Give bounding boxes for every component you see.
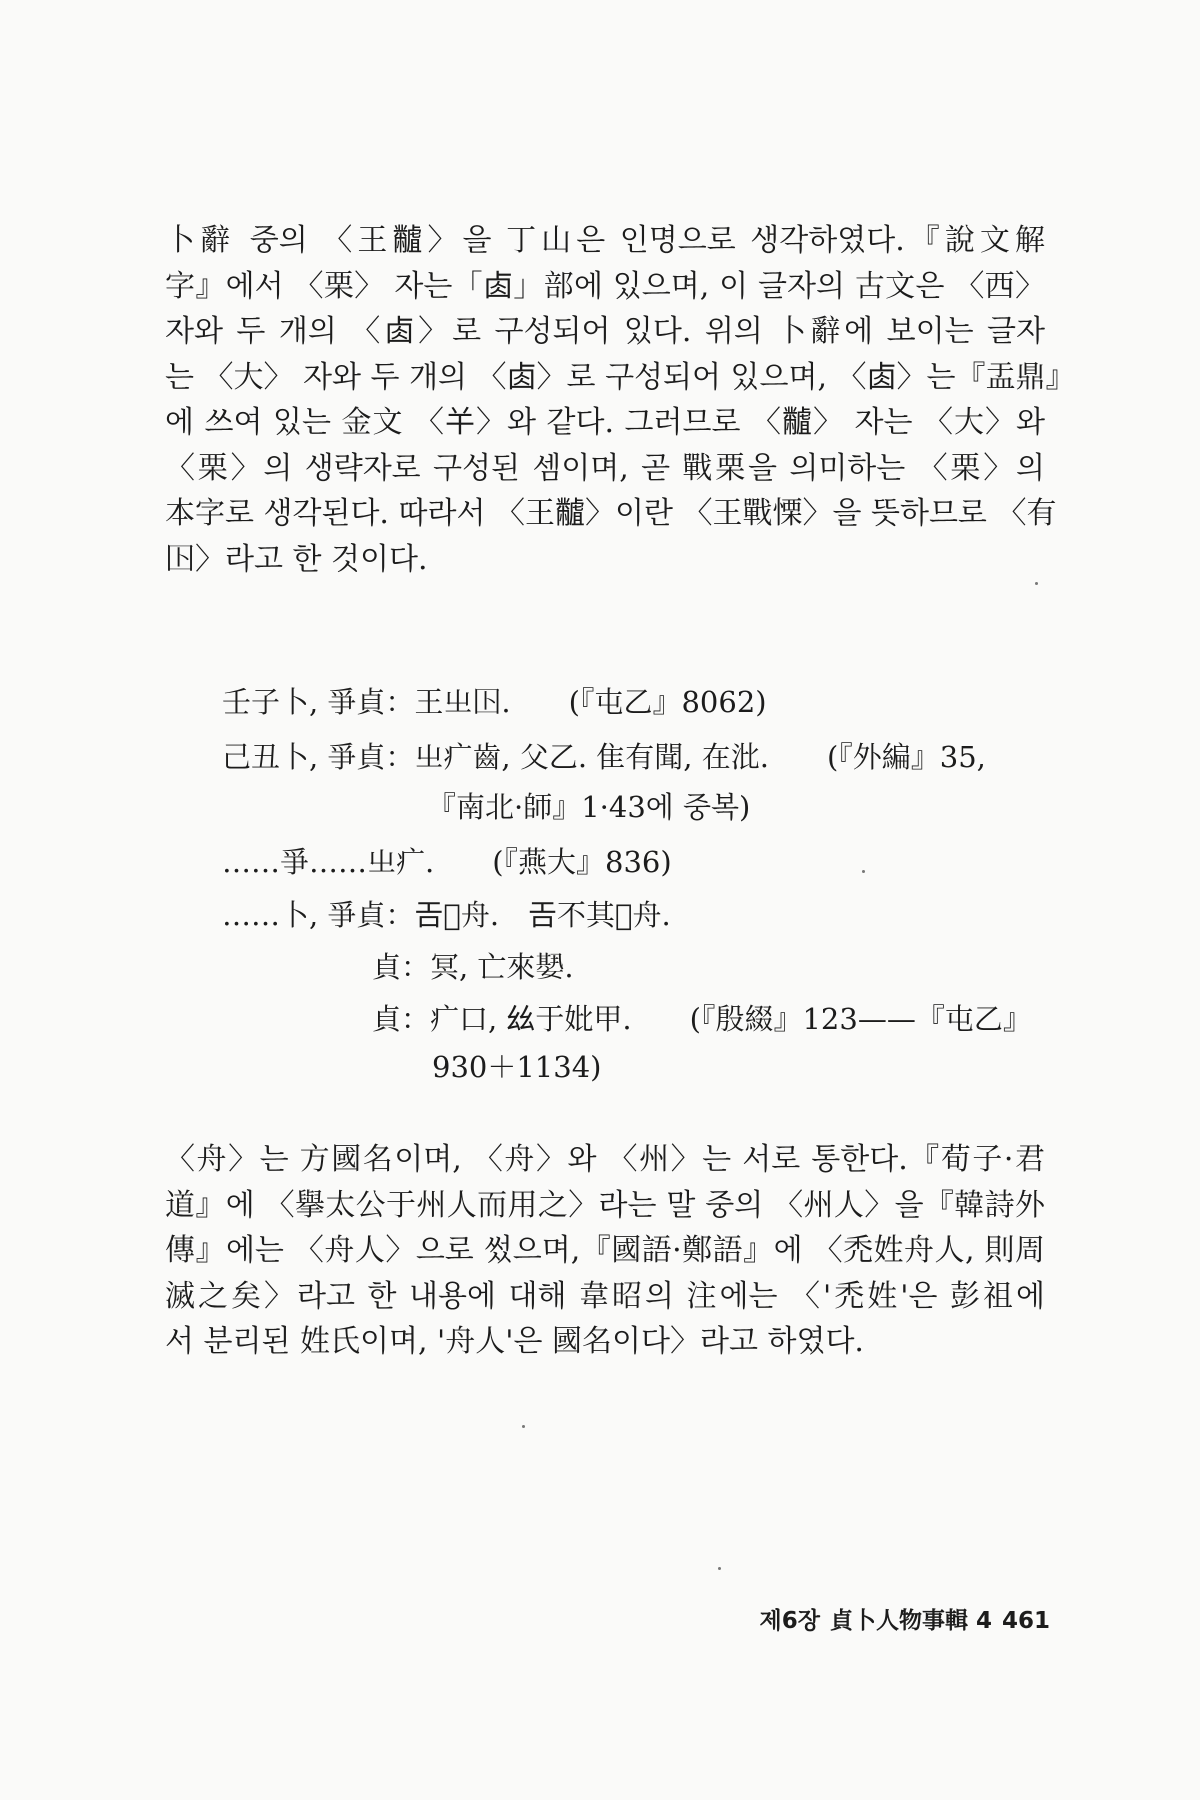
text-line: 𡆥〉라고 한 것이다.: [165, 541, 428, 577]
text-line: 〈栗〉의 생략자로 구성된 셈이며, 곧 戰栗을 의미하는 〈栗〉의: [165, 450, 1045, 486]
text-line: 에 쓰여 있는 金文 〈𢆉〉와 같다. 그러므로 〈𪓐〉 자는 〈大〉와: [165, 405, 1045, 440]
inscription-line: 貞：疒口, 𢆶于妣甲. (『殷綴』123——『屯乙』: [372, 1002, 1032, 1036]
text-line: 서 분리된 姓氏이며, '舟人'은 國名이다〉라고 하였다.: [165, 1324, 864, 1359]
chapter-label: 제6장: [759, 1608, 820, 1634]
inscription-line: ……卜, 爭貞：𢀛𣆪舟. 𢀛不其𣆪舟.: [222, 898, 671, 932]
inscription-line: 930＋1134): [432, 1050, 602, 1084]
inscription-line: 『南北·師』1·43에 중복): [427, 790, 751, 824]
scan-speck: [862, 870, 865, 873]
text-line: 〈舟〉는 方國名이며, 〈舟〉와 〈州〉는 서로 통한다.『荀子·君: [165, 1142, 1045, 1177]
scan-speck: [718, 1567, 721, 1570]
inscription-line: 貞：冥, 亡來𡢁.: [372, 950, 574, 984]
inscription-line: 壬子卜, 爭貞：王㞢𡆥. (『屯乙』8062): [222, 685, 767, 719]
inscription-line: 己丑卜, 爭貞：㞢疒齒, 父乙. 隹有聞, 在沘. (『外編』35,: [222, 740, 986, 774]
text-line: 字』에서 〈栗〉 자는「𠧪」部에 있으며, 이 글자의 古文은 〈西〉: [165, 268, 1045, 304]
text-line: 는 〈大〉 자와 두 개의 〈𠧪〉로 구성되어 있으며, 〈𠧪〉는『盂鼎』: [165, 359, 1076, 395]
paragraph-2: [165, 1137, 1045, 1365]
running-footer: [690, 1602, 1050, 1635]
scan-speck: [522, 1425, 525, 1428]
paragraph-1: [165, 218, 1076, 582]
text-line: 滅之矣〉라고 한 내용에 대해 韋昭의 注에는 〈'禿姓'은 彭祖에: [165, 1278, 1045, 1314]
page-number: 461: [1001, 1608, 1050, 1634]
text-line: 자와 두 개의 〈𠧪〉로 구성되어 있다. 위의 卜辭에 보이는 글자: [165, 314, 1045, 349]
text-line: 本字로 생각된다. 따라서 〈王𪓐〉이란 〈王戰慄〉을 뜻하므로 〈有: [165, 496, 1057, 531]
chapter-title: 貞卜人物事輯 4: [829, 1608, 992, 1634]
scan-speck: [1035, 582, 1038, 585]
text-line: 道』에 〈擧太公于州人而用之〉라는 말 중의 〈州人〉을『韓詩外: [165, 1187, 1045, 1223]
text-line: 卜辭 중의 〈王𪓐〉을 丁山은 인명으로 생각하였다.『說文解: [165, 223, 1045, 258]
inscription-line: ……爭……㞢疒. (『燕大』836): [222, 845, 672, 879]
text-line: 傳』에는 〈舟人〉으로 썼으며,『國語·鄭語』에 〈禿姓舟人, 則周: [165, 1233, 1045, 1268]
